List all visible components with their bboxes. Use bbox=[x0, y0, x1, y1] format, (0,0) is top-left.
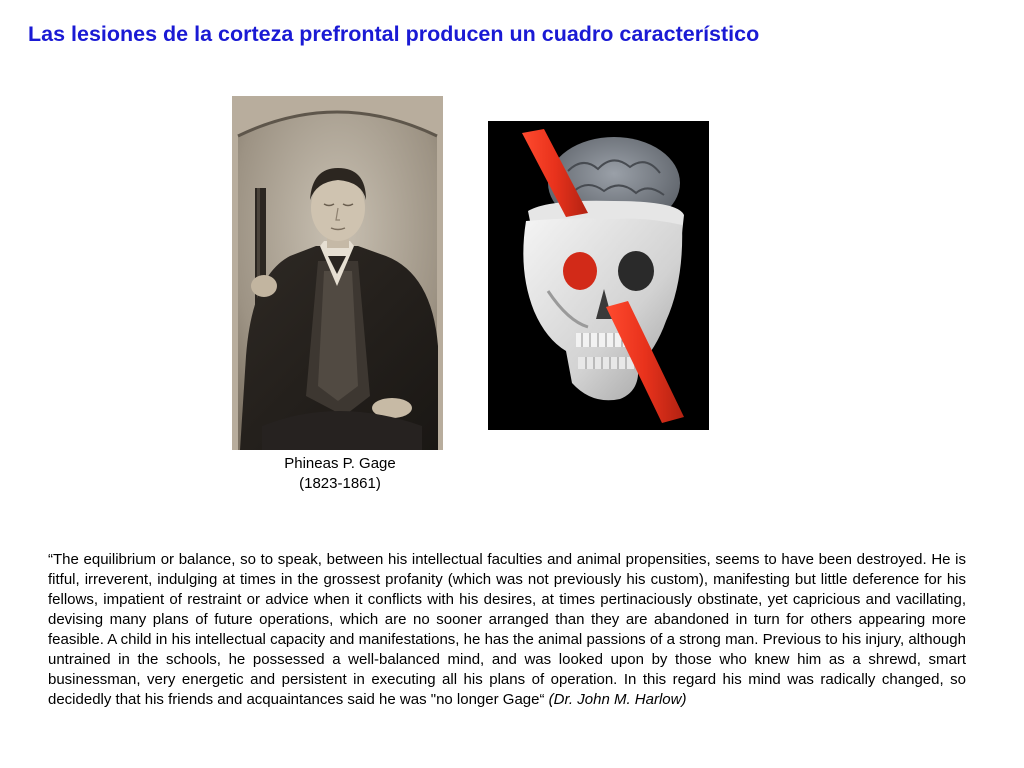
harlow-quote bbox=[48, 550, 966, 710]
caption-name: Phineas P. Gage bbox=[284, 455, 396, 472]
skull-reconstruction-image bbox=[488, 121, 709, 430]
slide-title: Las lesiones de la corteza prefrontal producen un cuadro característico bbox=[28, 22, 760, 46]
quote-attribution: (Dr. John M. Harlow) bbox=[548, 691, 687, 708]
photo-caption bbox=[240, 454, 440, 494]
portrait-photo bbox=[232, 96, 443, 450]
caption-years: (1823-1861) bbox=[299, 475, 381, 492]
quote-text: “The equilibrium or balance, so to speak, between his intellectual faculties and animal propensities, seems to have been destroyed. He is fitful, irreverent, indulging at times in the grossest profanity (which was not previously his custom), manifesting but little deference for his fellows, impatient of restraint or advice when it conflicts with his desires, at times pertinaciously obstinate, yet capricious and vacillating, devising many plans of future operations, which are no sooner arranged than they are abandoned in turn for others appearing more feasible. A child in his intellectual capacity and manifestations, he has the animal passions of a strong man. Previous to his injury, although untrained in the schools, he possessed a well-balanced mind, and was looked upon by those who knew him as a shrewd, smart businessman, very energetic and persistent in executing all his plans of operation. In this regard his mind was radically changed, so decidedly that his friends and acquaintances said he was "no longer Gage“ bbox=[48, 551, 966, 708]
